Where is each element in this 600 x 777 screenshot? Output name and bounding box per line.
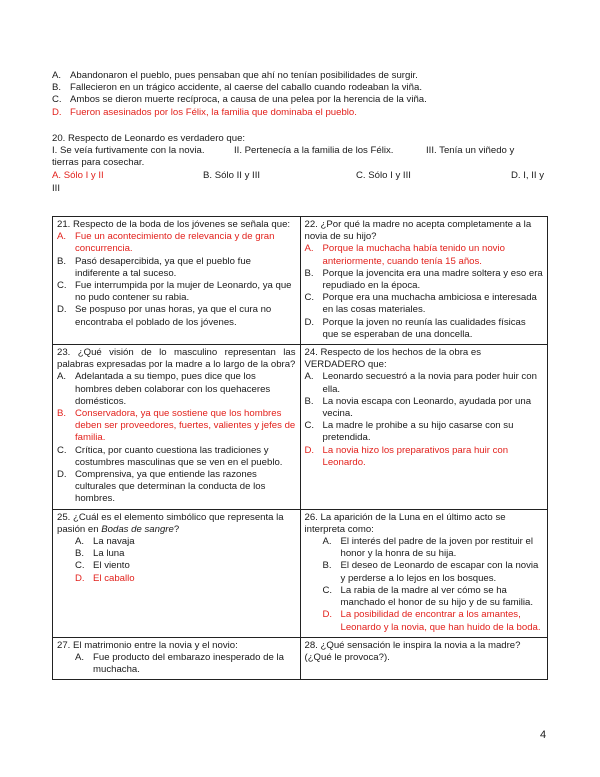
q27-options — [57, 652, 296, 676]
q25-work-title: Bodas de sangre — [101, 523, 174, 535]
q22-option-a-answer: A. Porque la muchacha había tenido un novio anteriormente, cuando tenía 15 años. — [304, 243, 505, 267]
q21-option-a-answer: A. Fue un acontecimiento de relevancia y de gran concurrencia. — [57, 231, 275, 255]
question-22 — [300, 217, 548, 345]
q19-options — [52, 70, 548, 119]
page-number: 4 — [540, 729, 547, 741]
q23-options — [57, 371, 296, 505]
q22-question: 22. ¿Por qué la madre no acepta completamente a la novia de su hijo? — [304, 219, 532, 243]
q26-options — [305, 536, 544, 634]
table-row — [53, 345, 548, 510]
q22-option-b: B. Porque la jovencita era una madre soltera y eso era repudiado en la época. — [304, 267, 543, 292]
q25-option-b: B. La luna — [75, 548, 125, 560]
q20-statement-2: II. Pertenecía a la familia de los Félix. — [234, 145, 394, 157]
question-20 — [52, 133, 548, 195]
q20-statements — [52, 145, 548, 157]
question-21 — [53, 217, 301, 345]
q20-answer-c: C. Sólo I y III — [356, 170, 411, 182]
q21-options — [57, 231, 296, 329]
q22-options — [305, 243, 544, 341]
q24-question: 24. Respecto de los hechos de la obra es VERDADERO que: — [304, 347, 482, 371]
table-row — [53, 217, 548, 345]
q19-option-c: C. Ambos se dieron muerte recíproca, a causa de una pelea por la herencia de la viña. — [52, 94, 427, 106]
q24-option-a: A. Leonardo secuestró a la novia para poder huir con ella. — [304, 371, 537, 395]
q23-option-d: D. Comprensiva, ya que entiende las razones culturales que determinan la conducta de los hombres. — [57, 469, 266, 505]
q19-option-b: B. Fallecieron en un trágico accidente, al caerse del caballo cuando rodeaban la viña. — [52, 82, 422, 94]
q20-answer-b: B. Sólo II y III — [203, 170, 261, 182]
q23-question: 23. ¿Qué visión de lo masculino representan las palabras expresadas por la madre a lo largo de la obra? — [57, 347, 296, 371]
q20-answer-d-cont: III — [52, 182, 60, 194]
q26-option-b: B. El deseo de Leonardo de escapar con la novia y perderse a lo lejos en los bosques. — [322, 560, 539, 584]
q23-option-a: A. Adelantada a su tiempo, pues dice que los hombres deben colaborar con los quehaceres domésticos. — [57, 371, 271, 407]
q27-question: 27. El matrimonio entre la novia y el novio: — [57, 639, 238, 651]
q20-answers — [52, 170, 548, 182]
q26-option-a: A. El interés del padre de la joven por restituir el honor y la honra de su hija. — [322, 536, 534, 560]
q20-statement-3-cont: tierras para cosechar. — [52, 157, 145, 169]
q21-option-b: B. Pasó desapercibida, ya que el pueblo fue indiferente a tal suceso. — [57, 255, 252, 279]
q19-option-a: A. Abandonaron el pueblo, pues pensaban que ahí no tenían posibilidades de surgir. — [52, 70, 418, 81]
q24-option-c: C. La madre le prohibe a su hijo casarse con su pretendida. — [304, 420, 514, 444]
q20-statement-3: III. Tenía un viñedo y — [426, 145, 515, 157]
q22-option-c: C. Porque era una muchacha ambiciosa e interesada en las cosas materiales. — [304, 292, 537, 316]
question-28 — [300, 637, 548, 680]
q20-question: 20. Respecto de Leonardo es verdadero que: — [52, 132, 246, 144]
q23-option-c: C. Crítica, por cuanto cuestiona las tradiciones y costumbres masculinas que se ven en el pueblo. — [57, 444, 283, 468]
q25-option-d-answer: D. El caballo — [75, 572, 135, 584]
q21-option-c: C. Fue interrumpida por la mujer de Leonardo, ya que no pudo contener su rabia. — [57, 280, 292, 304]
question-24 — [300, 345, 548, 510]
q25-question: 25. ¿Cuál es el elemento simbólico que representa la pasión en Bodas de sangre? — [57, 511, 284, 535]
q20-answer-d: D. I, II y — [511, 170, 545, 182]
q28-question: 28. ¿Qué sensación le inspira la novia a la madre? (¿Qué le provoca?). — [304, 639, 521, 663]
q24-options — [305, 371, 544, 469]
worksheet-page — [52, 70, 548, 676]
q25-option-a: A. La navaja — [75, 536, 135, 548]
question-26 — [300, 509, 548, 637]
q24-option-d-answer: D. La novia hizo los preparativos para huir con Leonardo. — [304, 444, 509, 468]
q21-option-d: D. Se pospuso por unas horas, ya que el cura no encontraba el poblado de los jóvenes. — [57, 304, 272, 328]
q20-statement-1: I. Se veía furtivamente con la novia. — [52, 145, 205, 157]
table-row — [53, 509, 548, 637]
questions-table — [52, 216, 548, 680]
q26-option-d-answer: D. La posibilidad de encontrar a los amantes, Leonardo y la novia, que han huido de la boda. — [322, 609, 541, 633]
q19-option-d-answer: D. Fueron asesinados por los Félix, la familia que dominaba el pueblo. — [52, 106, 357, 118]
q22-option-d: D. Porque la joven no reunía las cualidades físicas que se esperaban de una doncella. — [304, 316, 526, 340]
q26-question: 26. La aparición de la Luna en el último acto se interpreta como: — [304, 511, 506, 535]
q25-options — [57, 536, 296, 585]
q26-option-c: C. La rabia de la madre al ver cómo se ha manchado el honor de su hijo y de su familia. — [322, 584, 534, 609]
q27-option-a: A. Fue producto del embarazo inesperado de la muchacha. — [75, 651, 284, 676]
question-27 — [53, 637, 301, 680]
q20-answer-a: A. Sólo I y II — [52, 170, 104, 182]
q21-question: 21. Respecto de la boda de los jóvenes se señala que: — [57, 219, 291, 230]
question-23 — [53, 345, 301, 510]
q25-option-c: C. El viento — [75, 560, 130, 572]
q23-option-b-answer: B. Conservadora, ya que sostiene que los hombres deben ser proveedores, fuertes, valientes y jefes de familia. — [57, 408, 296, 444]
q24-option-b: B. La novia escapa con Leonardo, ayudada por una vecina. — [304, 395, 532, 420]
question-25 — [53, 509, 301, 637]
table-row — [53, 637, 548, 680]
